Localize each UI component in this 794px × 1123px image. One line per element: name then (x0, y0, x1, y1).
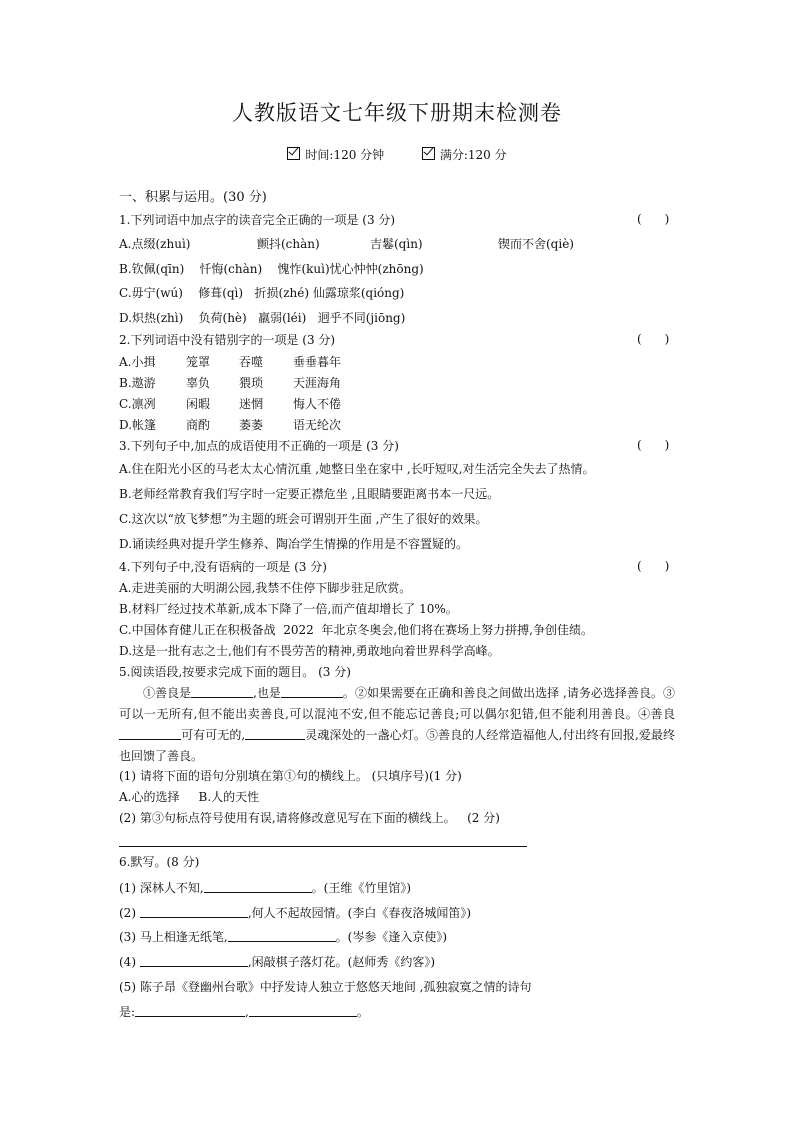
q4-option-a: A.走进美丽的大明湖公园,我禁不住停下脚步驻足欣赏。 (119, 581, 412, 595)
q2-option-d: D.帐篷 商酌 萎萎 语无纶次 (119, 418, 342, 432)
q5-sub2: (2) 第③句标点符号使用有误,请将修改意见写在下面的横线上。 (2 分) (119, 811, 500, 825)
q2-option-a: A.小揖 笼罩 吞噬 垂垂暮年 (119, 355, 342, 369)
q6-line-3: (3) 马上相逢无纸笔, 。(岑参《逢入京使》) (119, 930, 448, 944)
q6-line-2: (2) ,何人不起故园情。(李白《春夜洛城闻笛》) (119, 906, 472, 920)
q1-option-a: A.点缀(zhuì) 颤抖(chàn) 吉鬈(qìn) 锲而不舍(qiè) (119, 237, 574, 251)
q4-option-d: D.这是一批有志之士,他们有不畏劳苦的精神,勇敢地向着世界科学高峰。 (119, 644, 500, 658)
q3-option-c: C.这次以“放飞梦想”为主题的班会可谓别开生面 ,产生了很好的效果。 (119, 512, 488, 526)
checkbox-icon (422, 147, 435, 160)
q2-option-c: C.凛冽 闲暇 迷惘 悔人不倦 (119, 397, 342, 411)
q1-option-c: C.毋宁(wú) 修葺(qì) 折损(zhé) 仙露琼浆(qióng) (119, 286, 405, 300)
q3-option-b: B.老师经常教育我们写字时一定要正襟危坐 ,且眼睛要距离书本一尺远。 (119, 487, 500, 501)
q6-line-4: (4) ,闲敲棋子落灯花。(赵师秀《约客》) (119, 955, 436, 969)
fill-blank[interactable] (249, 1004, 357, 1017)
answer-line[interactable] (119, 846, 527, 847)
q2-answer-paren: ( ) (637, 332, 670, 346)
fill-blank[interactable] (119, 727, 181, 740)
q2-option-b: B.遨游 辜负 猥琐 天涯海角 (119, 376, 342, 390)
q5-sub1: (1) 请将下面的语句分别填在第①句的横线上。 (只填序号)(1 分) (119, 769, 462, 783)
q4-answer-paren: ( ) (637, 559, 670, 573)
q3-stem: 3.下列句子中,加点的成语使用不正确的一项是 (3 分) (119, 439, 399, 453)
fill-blank[interactable] (228, 929, 336, 942)
q6-line-5: (5) 陈子昂《登幽州台歌》中抒发诗人独立于悠悠天地间 ,孤独寂寞之情的诗句 (119, 980, 532, 994)
q5-stem: 5.阅读语段,按要求完成下面的题目。 (3 分) (119, 665, 351, 679)
fill-blank[interactable] (204, 880, 312, 893)
exam-meta (0, 146, 794, 163)
q6-line-1: (1) 深林人不知, 。(王维《竹里馆》) (119, 881, 412, 895)
q2-stem: 2.下列词语中没有错别字的一项是 (3 分) (119, 333, 336, 347)
q4-stem: 4.下列句子中,没有语病的一项是 (3 分) (119, 560, 327, 574)
exam-time: 时间:120 分钟 (305, 148, 385, 162)
q3-option-d: D.诵读经典对提升学生修养、陶冶学生情操的作用是不容置疑的。 (119, 537, 469, 551)
q3-option-a: A.住在阳光小区的马老太太心情沉重 ,她整日坐在家中 ,长吁短叹,对生活完全失去了热情。 (119, 462, 595, 476)
q6-line-6: 是: , 。 (119, 1005, 369, 1019)
exam-score: 满分:120 分 (439, 148, 507, 162)
fill-blank[interactable] (135, 1004, 245, 1017)
fill-blank[interactable] (191, 685, 253, 698)
q1-answer-paren: ( ) (637, 212, 670, 226)
q5-passage: ①善良是 ,也是 。②如果需要在正确和善良之间做出选择 ,请务必选择善良。③可以一无所有,但不能出卖善良,可以混沌不安,但不能忘记善良;可以偶尔犯错,但不能利用善良。④善良可有可无的, 灵魂深处的一盏心灯。⑤善良的人经常造福他人,付出终有回报,爱最终也回馈了善良。 (119, 686, 675, 763)
q1-stem: 1.下列词语中加点字的读音完全正确的一项是 (3 分) (119, 213, 396, 227)
q4-option-b: B.材料厂经过技术革新,成本下降了一倍,而产值却增长了 10%。 (119, 602, 458, 616)
q3-answer-paren: ( ) (637, 438, 670, 452)
fill-blank[interactable] (281, 685, 343, 698)
q1-option-d: D.炽热(zhì) 负荷(hè) 羸弱(léi) 迥乎不同(jiōng) (119, 311, 406, 325)
q1-option-b: B.钦佩(qīn) 忏悔(chàn) 愧怍(kuì)忧心忡忡(zhōng) (119, 262, 424, 276)
fill-blank[interactable] (140, 954, 248, 967)
q4-option-c: C.中国体育健儿正在积极备战 2022 年北京冬奥会,他们将在赛场上努力拼搏,争创佳绩。 (119, 623, 593, 637)
fill-blank[interactable] (140, 905, 248, 918)
q6-stem: 6.默写。(8 分) (119, 855, 200, 869)
fill-blank[interactable] (245, 727, 305, 740)
q5-options: A.心的选择 B.人的天性 (119, 790, 260, 804)
checkbox-icon (287, 147, 300, 160)
page-title: 人教版语文七年级下册期末检测卷 (232, 101, 562, 125)
section-heading: 一、积累与运用。(30 分) (119, 190, 267, 205)
